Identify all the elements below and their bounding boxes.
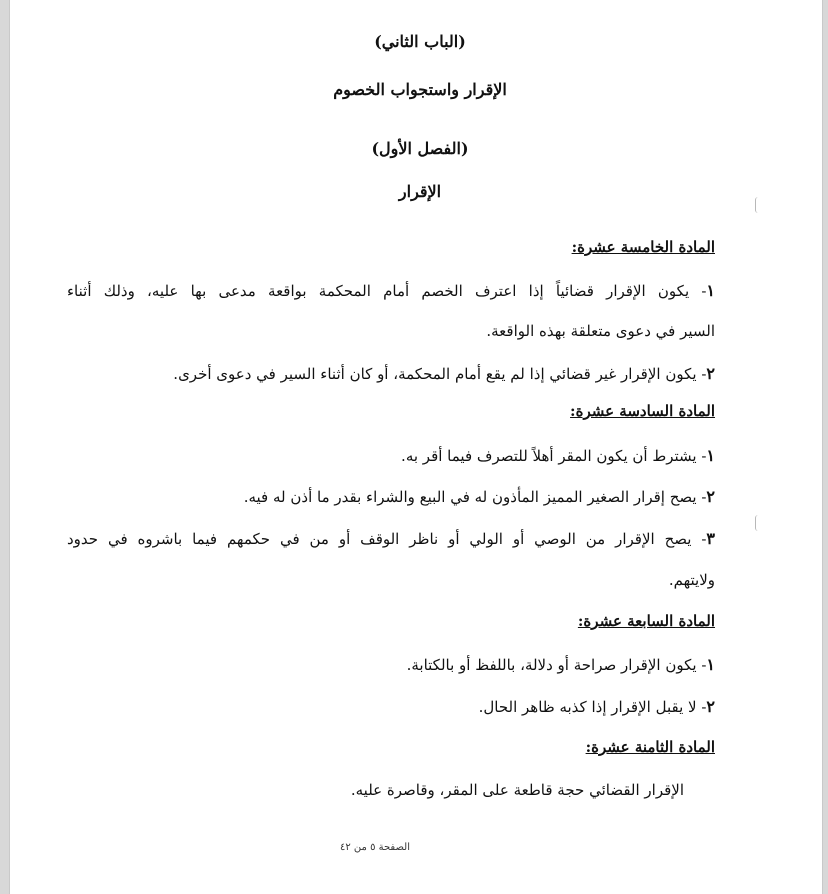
- clause-line: الإقرار القضائي حجة قاطعة على المقر، وقاصرة عليه.: [350, 781, 684, 799]
- clause-number: ٢: [706, 364, 715, 383]
- clause-line: [407, 655, 715, 675]
- clause-text: - يشترط أن يكون المقر أهلاً للتصرف فيما أقر به.: [401, 447, 707, 465]
- clause-number: ٣: [706, 529, 715, 548]
- clause-text: - يصح الإقرار من الوصي أو الولي أو ناظر الوقف أو من في حكمهم فيما باشروه في حدود: [67, 530, 707, 548]
- article-title: المادة الخامسة عشرة:: [571, 238, 715, 256]
- part-title: الإقرار واستجواب الخصوم: [333, 80, 507, 99]
- document-page: [10, 0, 822, 894]
- clause-number: ١: [706, 446, 715, 465]
- clause-line-continuation: السير في دعوى متعلقة بهذه الواقعة.: [486, 322, 715, 340]
- clause-text: - يكون الإقرار صراحة أو دلالة، باللفظ أو بالكتابة.: [406, 656, 707, 674]
- clause-line: [67, 529, 715, 549]
- article-title: المادة السادسة عشرة:: [570, 402, 715, 420]
- article-title: المادة السابعة عشرة:: [577, 612, 715, 630]
- clause-line: [173, 364, 715, 384]
- clause-number: ١: [706, 281, 715, 300]
- part-heading: (الباب الثاني): [374, 32, 466, 51]
- article-title: المادة الثامنة عشرة:: [585, 738, 715, 756]
- margin-mark: [755, 197, 760, 213]
- clause-line: [244, 487, 715, 507]
- chapter-title: الإقرار: [398, 182, 442, 201]
- clause-text: - لا يقبل الإقرار إذا كذبه ظاهر الحال.: [478, 698, 707, 716]
- margin-mark: [755, 515, 760, 531]
- clause-text: - يكون الإقرار قضائياً إذا اعترف الخصم أمام المحكمة بواقعة مدعى بها عليه، وذلك أثناء: [67, 282, 707, 300]
- clause-line: [479, 697, 715, 717]
- clause-line-continuation: ولايتهم.: [668, 571, 715, 589]
- clause-text: - يصح إقرار الصغير المميز المأذون له في البيع والشراء بقدر ما أذن له فيه.: [243, 488, 707, 506]
- clause-number: ٢: [706, 487, 715, 506]
- page-footer: الصفحة ٥ من ٤٢: [339, 842, 410, 853]
- chapter-heading: (الفصل الأول): [371, 139, 469, 158]
- clause-text: - يكون الإقرار غير قضائي إذا لم يقع أمام المحكمة، أو كان أثناء السير في دعوى أخرى.: [173, 365, 707, 383]
- clause-line: [67, 281, 715, 301]
- clause-number: ٢: [706, 697, 715, 716]
- clause-number: ١: [706, 655, 715, 674]
- clause-line: [401, 446, 715, 466]
